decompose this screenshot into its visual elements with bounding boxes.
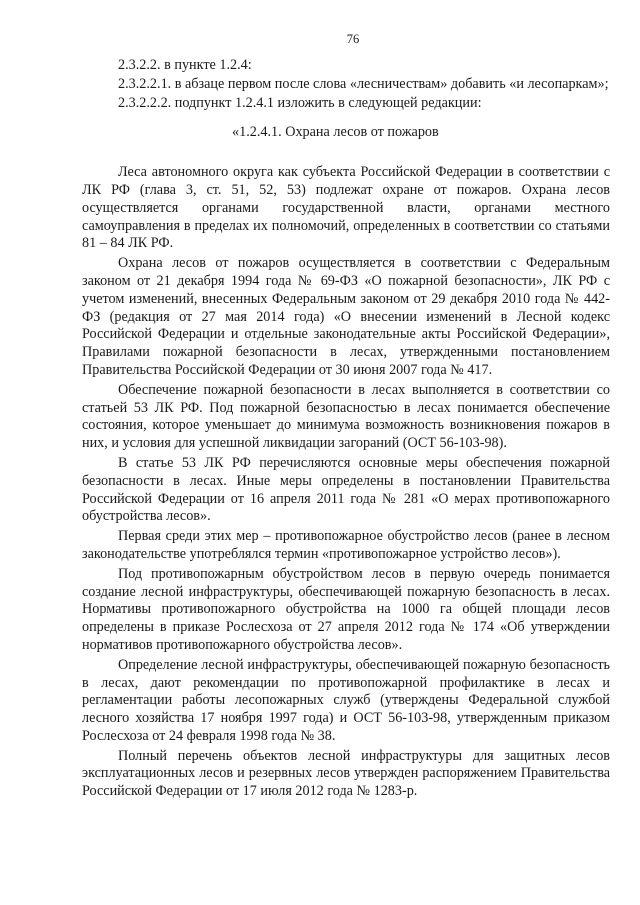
paragraph-2: Охрана лесов от пожаров осуществляется в соответствии с Федеральным законом от 21 декабря 1994 года № 69-ФЗ «О пожарной безопасности», ЛК РФ с учетом изменений, внесенных Федеральным законом от 29 декабря 2010 года № 442-ФЗ (редакция от 27 мая 2014 года) «О внесении изменений в Лесной кодекс Российской Федерации и отдельные законодательные акты Российской Федерации», Правилами пожарной безопасности в лесах, утвержденными постановлением Правительства Российской Федерации от 30 июня 2007 года № 417. xyxy=(82,255,610,378)
section-title: «1.2.4.1. Охрана лесов от пожаров xyxy=(232,124,439,141)
amendment-item-2: 2.3.2.2.1. в абзаце первом после слова «лесничествам» добавить «и лесопаркам»; xyxy=(118,75,609,92)
paragraph-6: Под противопожарным обустройством лесов в первую очередь понимается создание лесной инфраструктуры, обеспечивающей пожарную безопасность в лесах. Нормативы противопожарного обустройства на 1000 га общей площади лесов определены в приказе Рослесхоза от 27 апреля 2012 года № 174 «Об утверждении нормативов противопожарного обустройства лесов». xyxy=(82,565,610,653)
paragraph-7: Определение лесной инфраструктуры, обеспечивающей пожарную безопасность в лесах, дают рекомендации по противопожарной профилактике в лесах и регламентации работы лесопожарных служб (утверждены Федеральной службой лесного хозяйства 17 ноября 1997 года) и ОСТ 56-103-98, утвержденным приказом Рослесхоза от 24 февраля 1998 года № 38. xyxy=(82,656,610,744)
paragraph-8: Полный перечень объектов лесной инфраструктуры для защитных лесов эксплуатационных лесов и резервных лесов утвержден распоряжением Правительства Российской Федерации от 17 июля 2012 года № 1283-р. xyxy=(82,747,610,800)
page-number: 76 xyxy=(346,32,360,46)
document-page xyxy=(82,32,610,803)
paragraph-1: Леса автономного округа как субъекта Российской Федерации в соответствии с ЛК РФ (глава 3, ст. 51, 52, 53) подлежат охране от пожаров. Охрана лесов осуществляется органами государственной власти, органами местного самоуправления в пределах их полномочий, определенных в соответствии со статьями 81 – 84 ЛК РФ. xyxy=(82,164,610,252)
amendment-item-1: 2.3.2.2. в пункте 1.2.4: xyxy=(118,57,252,73)
paragraph-5: Первая среди этих мер – противопожарное обустройство лесов (ранее в лесном законодательстве употреблялся термин «противопожарное устройство лесов»). xyxy=(82,528,610,562)
paragraph-4: В статье 53 ЛК РФ перечисляются основные меры обеспечения пожарной безопасности в лесах. Иные меры определены в постановлении Правительства Российской Федерации от 16 апреля 2011 года № 281 «О мерах противопожарного обустройства лесов». xyxy=(82,454,610,525)
paragraph-3: Обеспечение пожарной безопасности в лесах выполняется в соответствии со статьей 53 ЛК РФ. Под пожарной безопасностью в лесах понимается обеспечение состояния, которое уменьшает до минимума возможность возникновения пожаров в них, и условия для успешной ликвидации загораний (ОСТ 56-103-98). xyxy=(82,381,610,452)
amendment-item-3: 2.3.2.2.2. подпункт 1.2.4.1 изложить в следующей редакции: xyxy=(118,94,482,111)
